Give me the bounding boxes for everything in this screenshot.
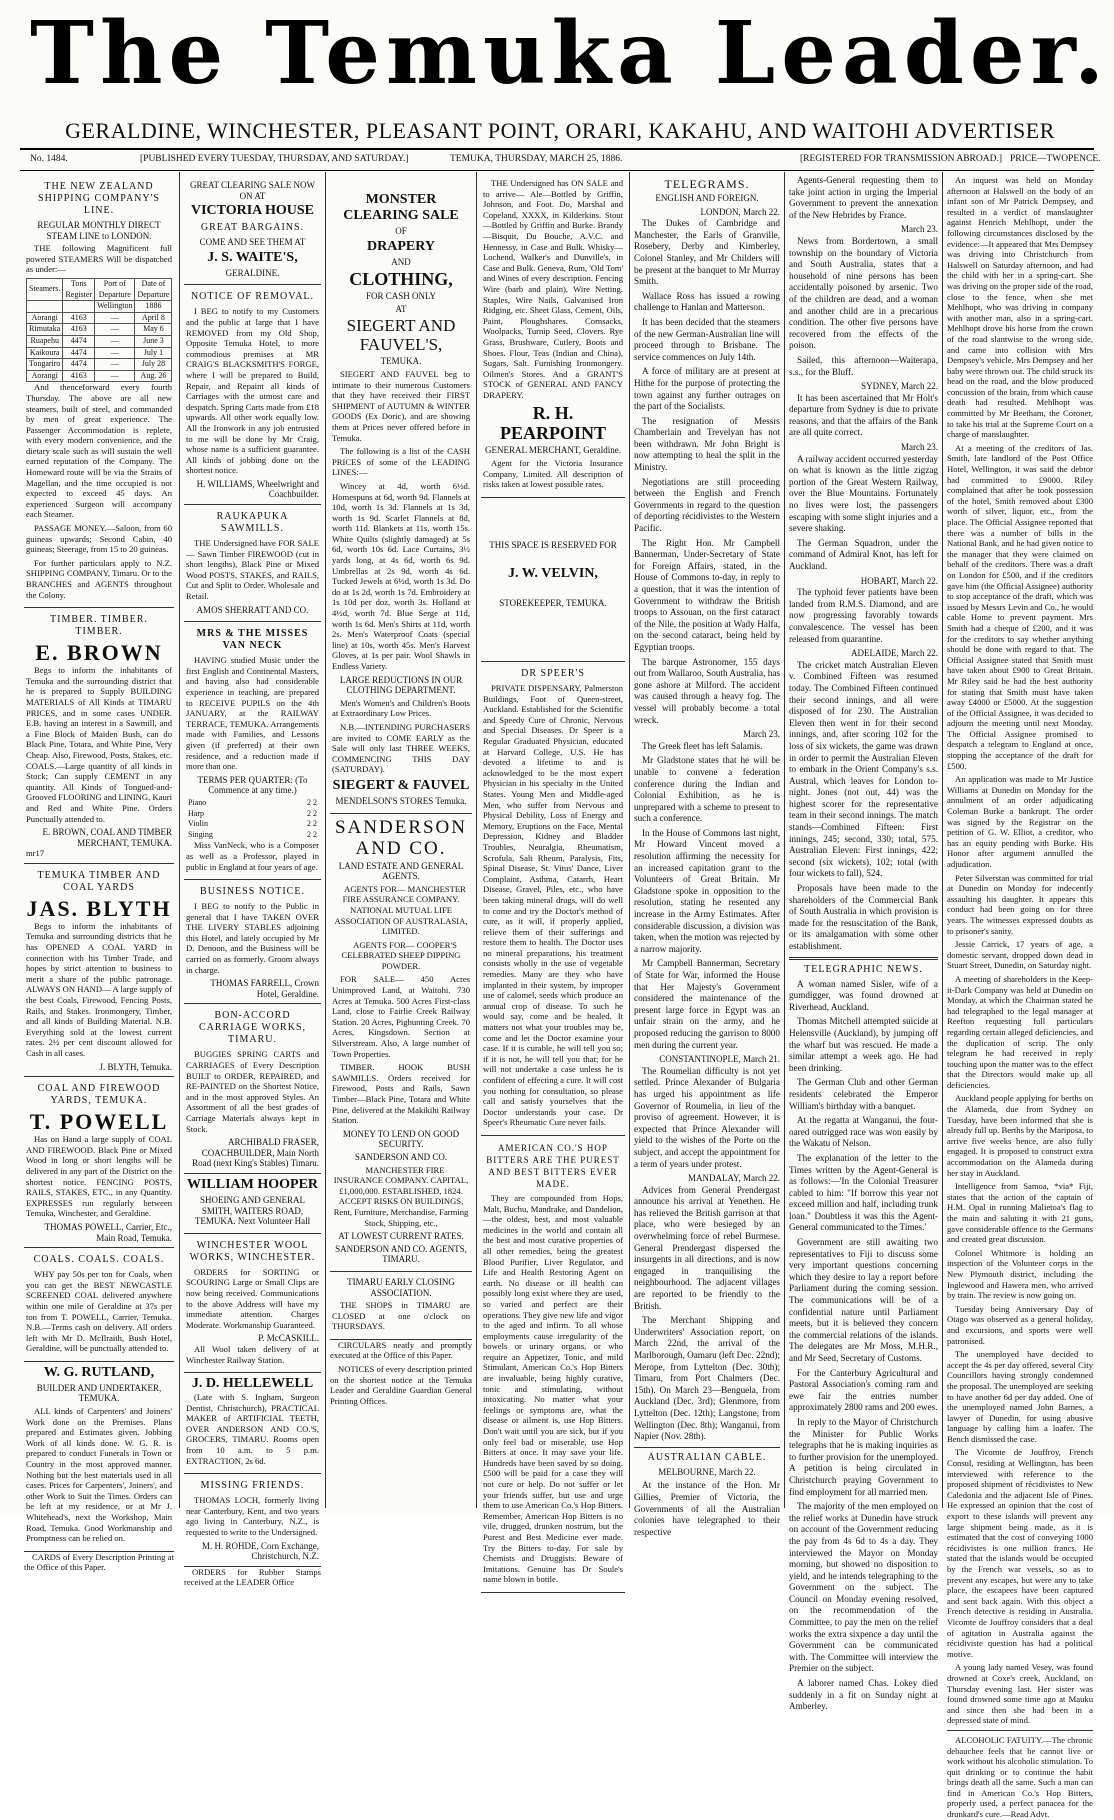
- brown-text: Begs to inform the inhabitants of Temuka and the surrounding district that he is prepared to Supply BUILDING MATERIALS of All Kinds at TIMARU PRICES, and in some cases UNDER. E.B. having an interest in a Sawmill, and a Fine Block of Maiden Bush, can do Black Pine, Totara, and White Pine, Very Cheap. Also, Firewood, Posts, Stakes, etc. COALS.—Large quantity of all kinds in Stock; Can supply CEMENT in any quantity. All Kinds of Tongued-and-Grooved FLOORING and LINING, Kauri and Red and White Pine. Orders Punctually attended to.: [26, 665, 172, 824]
- alcoholic-fatuity: ALCOHOLIC FATUITY.—The chronic debauchee feels that he cannot live or work without his alcoholic stimulation. To quit drinking or to continue the habit brings death all the same. Such a man can find in American Co.'s Hop Bitters, properly used, a perfect panacea for the drunkard's cure.—Read Advt.: [947, 1734, 1093, 1820]
- monster-heading: MONSTER CLEARING SALE: [343, 192, 459, 223]
- sanderson-sub: LAND ESTATE AND GENERAL AGENTS.: [338, 860, 464, 882]
- sale-text: THE Undersigned has ON SALE and to arrive— Ale—Bottled by Griffin, Johnson, and Foot. Do, Marshal and Copeland, XXXX, in Kilderkins. Stout—Bottled by Griffin and Burke. Brandy—Bisquit, Du Bouche, A.V.C. and Hennessy, in Case and Bulk. Whisky—Lochend, Walker's and Dunville's, in Case and Bulk. Geneva, Rum, 'Old Tom' and Wines of every description. Fencing Wire (barb and plain), Wire Netting. Staples, Wire Nails, Galvanised Iron Ridging, etc. Sheet Glass, Cement, Oils, Paint, Ploughshares. Cornsacks, Woolpacks, Turnip Seed, Clovers. Rye Grass, Brushware, Cutlery, Boots and Shoes. Flour, Teas (Indian and China), Sugars, Salt. Furnishing Ironmongery. Oilmen's Stores. And a GRANT'S STOCK of GENERAL AND FANCY DRAPERY.: [483, 178, 623, 400]
- table-header: Date of Departure: [135, 278, 172, 300]
- table-row: Rimutaka 4163 — May 6: [27, 324, 172, 336]
- hellewell-advert: [184, 1373, 321, 1474]
- dateline-place: March 23.: [901, 224, 938, 235]
- timber-notice: TIMBER. HOOK BUSH SAWMILLS. Orders received for Firewood, Posts and Rails, Sawn Timber—Black Pine, Totara and White Pine, delivered at the Makikihi Railway Station.: [332, 1062, 470, 1126]
- dateline-place: MANDALAY, March 22.: [688, 1173, 780, 1184]
- newspaper-subtitle: GERALDINE, WINCHESTER, PLEASANT POINT, ORARI, KAKAHU, AND WAITOHI ADVERTISER: [65, 118, 1055, 143]
- cash-label: FOR CASH ONLY: [365, 291, 437, 302]
- removal-text: I BEG to notify to my Customers and the public at large that I have REMOVED from my Old Shop, Opposite Temuka Hotel, to more commodious premises at MR CRAIG'S BLACKSMITH'S FORGE, where I will be prepared to Build, Repair, and Repaint all kinds of Carriages with the utmost care and despatch. Spring Carts made from £18 upwards. All other work equally low. All the Ironwork in any job entrusted to me will be done by Mr Craig, whose name is a sufficient guarantee. All kinds of jobbing done on the shortest notice.: [186, 306, 319, 476]
- powell-advert: [24, 1077, 174, 1248]
- lowest-rates: AT LOWEST CURRENT RATES.: [338, 1231, 464, 1242]
- telegram-item: Negotiations are still proceeding between the English and French Governments in regard to the question of deporting récidivistes to the Western Pacific.: [634, 476, 780, 534]
- dateline-place: CONSTANTINOPLE, March 21.: [659, 1054, 780, 1065]
- siegert-name: SIEGERT AND FAUVEL'S,: [346, 316, 456, 355]
- telegram-item: In the House of Commons last night, Mr Howard Vincent moved a resolution affirming the necessity for an increased capitation grant to the Volunteers of Great Britain. Mr Gladstone spoke in opposition to the resolution, stating he resented any increase in the Army Estimates. After considerable discussion, a division was taken, when the motion was rejected by a narrow majority.: [634, 827, 780, 954]
- rutland-sub: BUILDER AND UNDERTAKER, TEMUKA.: [36, 1382, 162, 1404]
- brown-code: mr17: [26, 848, 45, 859]
- dateline-place: SYDNEY, March 22.: [861, 381, 938, 392]
- agents-timaru: SANDERSON AND CO. AGENTS, TIMARU.: [335, 1243, 467, 1265]
- news-item: In reply to the Mayor of Christchurch the Minister for Public Works telegraphs that he is making inquiries as to further provision for the unemployed. A petition is being circulated in Christchurch praying Government to find employment for all married men.: [789, 1416, 938, 1497]
- sanderson-signature: SANDERSON AND CO.: [354, 1151, 448, 1162]
- telegram-item: Agents-General requesting them to take joint action in urging the Imperial Government to prevent the annexation of the New Hebrides by France.: [789, 175, 938, 220]
- price-list-intro: The following is a list of the CASH PRICES of some of the LEADING LINES:—: [332, 446, 470, 478]
- powell-name: T. POWELL: [29, 1109, 169, 1135]
- coals-advert: [24, 1248, 174, 1362]
- table-header: Tons Register: [63, 278, 95, 300]
- news-item: An inquest was held on Monday afternoon at Halswell on the body of an infant son of Mr Patrick Dempsey, and resulted in a verdict of manslaughter against Henrich Mehlhopt, under the following circumstances disclosed by the evidence:—It appeared that Mrs Dempsey was driving into Christchurch from Halswell on Saturday afternoon, and had the child with her in a spring-cart. She was driving on the proper side of the road, close to the fence, when she met Mehlhopt, who was driving in company with another man, also in a spring-cart. Mehlhopt drove his horse from the crown of the road slantwise to the wrong side, and came into collision with Mrs Dempsey's vehicle. Mrs Dempsey and her baby were thrown out. The child struck its head on the road, and the blow produced concussion of the brain, from which cause death had resulted. Mehlhopt was committed by Mr Beetham, the Coroner, to take his trial at the Supreme Court on a charge of manslaughter.: [947, 175, 1093, 440]
- telegram-item: A force of military are at present at Hithe for the purpose of protecting the town against any further outrages on the part of the Socialists.: [634, 366, 780, 412]
- telegram-item: The German Squadron, under the command of Admiral Knot, has left for Auckland.: [789, 537, 938, 571]
- telegram-item: The Dukes of Cambridge and Manchester, the Earls of Granville, Rosebery, Derby and Kimberley, Colonel Stanley, and Mr Childers will be present at the banquet to Mr Murray Smith.: [634, 218, 780, 287]
- money-notice: MONEY TO LEND ON GOOD SECURITY.: [342, 1128, 460, 1150]
- telegram-list: [634, 207, 780, 1443]
- column-rule: [476, 172, 477, 1508]
- price: PRICE—TWOPENCE.: [1010, 154, 1101, 164]
- victoria-house-advert: [184, 175, 321, 285]
- price-list: Wincey at 4d, worth 6½d. Homespuns at 6d, worth 9d. Flannels at 10d, worth 1s 3d. Flannels at 1s 3d, worth 1s 9d. Scarlet Flannels at 8d, worth 11d. Blankets at 11s, worth 15s. White Quilts (slightly damaged) at 5s 6d, worth 10s 6d. Lace Curtains, 3½ yards long, at 4s 6d, worth 6s 9d. Umbrellas at 2s 9d, worth 4s 6d. Tucked Jewels at 6½d, worth 1s 3d. Do do at 1s 2d, worth 1s 7d. Embroidery at 1s 10d per doz, worth 3s. Holland at 4½d, worth 7d. Blue Serge at 11d, worth 1s 6d. Men's Shirts at 11d, worth 2s. Men's Waterproof Coats (special line) at 10s, worth 45s. Men's Harvest Gloves, at 1s per pair. Wool Shawls in Endless Variety.: [332, 480, 470, 671]
- business-text: I BEG to notify to the Public in general that I have TAKEN OVER THE LIVERY STABLES adjoining this Hotel, and lately occupied by Mr D. Denoon, and the Business will be carried on as formerly. Groom always in charge.: [186, 901, 319, 975]
- sanderson-name: SANDERSON AND CO.: [334, 816, 468, 859]
- table-year: 1886: [135, 301, 172, 313]
- hellewell-text: (Late with S. Ingham, Surgeon Dentist, Christchurch), PRACTICAL MAKER of ARTIFICIAL TEETH, OVER ANDERSON AND CO.'S, GROCERS, TIMARU. Rooms open from 10 a.m. to 5 p.m. EXTRACTION, 2s 6d.: [186, 1392, 319, 1466]
- coals-heading: COALS. COALS. COALS.: [33, 1254, 165, 1266]
- column-rule: [179, 172, 180, 1508]
- boncord-text: BUGGIES SPRING CARTS and CARRIAGES of Every Description BUILT to ORDER, REPAIRED, and RE-PAINTED on the Shortest Notice, and in the most approved Styles. An Assortment of all the best grades of Carriage Materials always kept in Stock.: [186, 1049, 319, 1134]
- dateline-place: March 23.: [743, 729, 780, 740]
- speer-text: PRIVATE DISPENSARY, Palmerston Buildings, Foot of Queen-street, Auckland. Established for the Scientific and Speedy Cure of Chronic, Nervous and Special Diseases. Dr Speer is a Regular Graduated Physician, educated at Harvard College, U.S. He has devoted a lifetime to and is acknowledged to be the most expert Physician in his specialty in the United States. Young Men and Middle-aged Men, who suffer from Nervous and Physical Debility, Loss of Energy and Memory, Eruptions on the Face, Mental Depression, Kidney and Bladder Troubles, Neuralgia, Rheumatism, Scrofula, Salt Rheum, Paralysis, Fits, Spinal Disease, St. Vitus' Dance, Liver Complaint, Asthma, Catarrh, Heart Disease, Gravel, Piles, etc., who have been taking mineral drugs, will do well to come and try the Doctor's method of cure, as it will, if properly applied, relieve them of their sufferings and restore them to health. The Doctor uses no mineral preparations, his treatment consists wholly in the use of vegetable remedies. Many are they who have implanted in their system, by improper use of calomel, seeds which produce an annual crop of disease. To such he would say, come and be healed. It matters not what your troubles may be, come and let the Doctor examine your case. If it is curable, he will tell you so; if it is not, he will tell you that; for he will not undertake a case unless he is confident of effecting a cure. It will cost you nothing for consultation, so please call and satisfy yourselves that the Doctor understands your case. Dr Speer's Rheumatic Cure never fails.: [483, 683, 623, 1128]
- early-text: THE SHOPS in TIMARU are CLOSED at one o'clock on THURSDAYS.: [332, 1300, 470, 1332]
- blyth-top: TEMUKA TIMBER AND COAL YARDS: [37, 869, 161, 893]
- sawmill-text: THE Undersigned have FOR SALE— Sawn Timber FIREWOOD (cut in short lengths), Black Pine or Mixed Wood POSTS, STAKES, and RAILS, Cut and Split to Order. Wholesale and Retail.: [186, 538, 319, 602]
- boots: Men's Women's and Children's Boots at Extraordinary Low Prices.: [332, 697, 470, 719]
- dateline-bar: [20, 148, 1101, 171]
- clothing-label: CLOTHING,: [349, 269, 453, 290]
- port-name: Wellington: [95, 301, 135, 313]
- telegram-item: The Roumelian difficulty is not yet settled. Prince Alexander of Bulgaria has urged his appointment as life Governor of Roumelia, in lieu of the proviso of agreement. However, it is expected that Prince Alexander will yield to the wishes of the Porte on the subject, and accept the appointment for a term of years under protest.: [634, 1065, 780, 1169]
- dateline-place: ADELAIDE, March 22.: [851, 648, 938, 659]
- column-2: [184, 175, 321, 1588]
- table-row: Harp 2 2: [188, 808, 317, 818]
- telegram-item: The Right Hon. Mr Campbell Bannerman, Under-Secretary of State for Foreign Affairs, stated, in the House of Commons to-day, in reply to a question, that it was the intention of Government to withdraw the British troops to Assouan, on the first cataract of the Nile, the position at Wady Halfa, on the second cataract, being held by Egyptian troops.: [634, 537, 780, 652]
- telegram-item: The Merchant Shipping and Underwriters' Association report, on March 22nd, the arrival of the Marlborough, Oamaru (left Dec. 22nd); Merope, from Lyttelton (Dec. 30th); Timaru, from Port Chalmers (Dec. 15th). On March 23—Benguela, from Auckland (Dec. 3rd); Glenmore, from Lyttelton (Dec. 12th); Langstone, from Wellington (Dec. 8th); Wanganui, from Napier (Nov. 28th).: [634, 1315, 780, 1442]
- wool-heading: WINCHESTER WOOL WORKS, WINCHESTER.: [189, 1239, 316, 1263]
- hooper-name: WILLIAM HOOPER: [186, 1176, 319, 1192]
- powell-top: COAL AND FIREWOOD YARDS, TEMUKA.: [37, 1083, 161, 1107]
- vh-top: GREAT CLEARING SALE NOW ON AT: [189, 180, 316, 201]
- rutland-text: ALL kinds of Carpenters' and Joiners' Work done on the Premises. Plans prepared and Estimates given. Jobbing Work of all kinds done. W. G. R. is prepared to conduct Funerals in Town or Country in the most approved manner. Nothing but the best materials used in all cases. Prices for Carpenters', Joiners', and other Work to Suit the Times. Orders can be left at my residence, or at Mr J. Whitehead's, next the Workshop, Main Road, Temuka. Good Workmanship and Promptness can be relied on.: [26, 1406, 172, 1544]
- of-label: OF: [395, 226, 407, 236]
- speer-heading: DR SPEER'S: [521, 668, 585, 680]
- column-rule: [784, 172, 785, 1508]
- news-item: A meeting of shareholders in the Keep-it-Dark Company was held at Dunedin on Monday, at which the Chairman stated he had telegraphed to the legal manager at Reefton requesting full particulars regarding certain alleged deficiencies, and the duplication of scrip. The only telegram he had received in reply touching upon the matter was to the effect that the Directors would make up all deficiencies.: [947, 973, 1093, 1090]
- business-advert: [184, 880, 321, 1004]
- news-item: At the regatta at Wanganui, the four-oared outrigged race was won easily by the Wakatu of Nelson.: [789, 1115, 938, 1149]
- agents-for: AGENTS FOR— MANCHESTER FIRE ASSURANCE COMPANY. NATIONAL MUTUAL LIFE ASSOCIATION OF AUSTRALASIA, LIMITED.: [334, 883, 468, 937]
- pearpoint-name: R. H. PEARPOINT: [499, 403, 606, 444]
- pearpoint-text: Agent for the Victoria Insurance Company, Limited. All description of risks taken at lowest possible rates.: [483, 458, 623, 490]
- rutland-name: W. G. RUTLAND,: [43, 1364, 155, 1380]
- telegram-list-continued: [789, 175, 938, 953]
- business-heading: BUSINESS NOTICE.: [200, 886, 305, 898]
- news-item: Peter Silverstan was committed for trial at Dunedin on Monday for indecently assaulting his daughter. It appears this conduct had been going on for three years. The witnesses expressed doubts as to prisoner's sanity.: [947, 872, 1093, 936]
- for-sale: FOR SALE— 450 Acres Unimproved Land, at Waitohi. 730 Acres at Temuka. 500 Acres First-class Land, close to Fairlie Creek Railway Station. 20 Acres, Pighunting Creek. 70 Acres, Kingsdown. Section at Silverstream. Also, A large number of Town Properties.: [332, 974, 470, 1059]
- telegram-item: Mr Gladstone states that he will be unable to convene a federation conference during the Indian and Colonial Exhibition, as he is unprepared with a scheme to present to such a conference.: [634, 755, 780, 824]
- velvin-sub: STOREKEEPER, TEMUKA.: [499, 598, 607, 609]
- publication-schedule: [PUBLISHED EVERY TUESDAY, THURSDAY, AND SATURDAY.]: [140, 154, 409, 164]
- blyth-text: Begs to inform the inhabitants of Temuka and surrounding districts that he has OPENED A COAL YARD in connection with his Timber Trade, and hopes by strict attention to business to merit a share of the public patronage. ALWAYS ON HAND— A large supply of the best Coals, Firewood, Fencing Posts, Rails, and Stakes. Ironmongery, Timber, and all kinds of Building Material. N.B. Everything sold at the lowest current rates. 2½ per cent discount allowed for Cash in all cases.: [26, 920, 172, 1058]
- column-7: [947, 175, 1093, 1820]
- telegram-item: Proposals have been made to the shareholders of the Commercial Bank of South Australia in which provision is made for the resuscitation of the Bank, or its amalgamation with some other establishment.: [789, 883, 938, 951]
- rutland-advert: [24, 1362, 174, 1552]
- news-item: Colonel Whitmore is holding an inspection of the Volunteer corps in the New Plymouth district, including the Inglewood and Hawera men, who arrived by train. The review is now going on.: [947, 1247, 1093, 1301]
- space-reserved: THIS SPACE IS RESERVED FOR: [489, 539, 617, 550]
- cable-text: At the instance of the Hon. Mr Gillies, Premier of Victoria, the Governments of all the Australian colonies have telegraphed to their respective: [634, 1480, 780, 1537]
- hellewell-name: J. D. HELLEWELL: [191, 1376, 314, 1392]
- early-heading: TIMARU EARLY CLOSING ASSOCIATION.: [347, 1276, 455, 1298]
- missing-signature: M. H. ROHDE, Corn Exchange, Christchurch, N.Z.: [202, 1540, 319, 1562]
- telegram-item: The Greek fleet has left Salamis.: [642, 740, 763, 751]
- shipping-further: For further particulars apply to N.Z. SHIPPING COMPANY, Timaru. Or to the BRANCHES and AGENTS throughout the Colony.: [26, 557, 172, 600]
- telegraphic-news-heading: TELEGRAPHIC NEWS.: [804, 963, 923, 975]
- monster-sale-advert: [330, 175, 472, 814]
- reductions: LARGE REDUCTIONS IN OUR CLOTHING DEPARTMENT.: [339, 674, 463, 696]
- shipping-advert: [24, 175, 174, 608]
- newspaper-title: The Temuka Leader.: [30, 3, 1110, 104]
- shipping-heading: THE NEW ZEALAND SHIPPING COMPANY'S LINE.: [38, 181, 160, 216]
- table-header: Port of Departure: [95, 278, 135, 300]
- telegrams-heading: TELEGRAMS.: [664, 177, 750, 191]
- siegert-text: SIEGERT AND FAUVEL beg to intimate to their numerous Customers that they have received their FIRST SHIPMENT of AUTUMN & WINTER GOODS (Ex Doric), and are showing them at Prices never offered before in Temuka.: [332, 368, 470, 443]
- news-item: Intelligence from Samoa, *via* Fiji, states that the action of the captain of H.M. Opal in running Malietoa's flag to the main and saluting it with 21 guns, gave considerable offence to the Germans and created great discussion.: [947, 1181, 1093, 1245]
- powell-signature: THOMAS POWELL, Carrier, Etc., Main Road, Temuka.: [44, 1221, 172, 1243]
- registration-note: [REGISTERED FOR TRANSMISSION ABROAD.]: [800, 154, 1002, 164]
- telegrams-subheading: ENGLISH AND FOREIGN.: [655, 193, 759, 203]
- table-row: Piano 2 2: [188, 797, 317, 807]
- sawmill-heading: RAUKAPUKA SAWMILLS.: [216, 511, 289, 535]
- brown-name: E. BROWN: [35, 640, 163, 666]
- vanneck-text: HAVING studied Music under the first English and Continental Masters, and having also had considerable experience in teaching, are prepared to RECEIVE PUPILS on the 4th JANUARY, at the RAILWAY TERRACE, TEMUKA. Arrangements made with Families, and Lessons given (if preferred) at their own residence, and a reduction made if more than one.: [186, 655, 319, 772]
- telegram-item: It has been ascertained that Mr Holt's departure from Sydney is due to private reasons, and that the affairs of the Bank are all quite correct.: [789, 392, 938, 438]
- removal-advert: [184, 285, 321, 505]
- table-row: Aorangi 4163 — Aug. 26: [27, 370, 172, 382]
- wool-text: ORDERS for SORTING or SCOURING Large or Small Clips are now being received. Communications to the above Address will have my immediate attention. Charges Moderate. Workmanship Guaranteed.: [186, 1266, 319, 1330]
- hooper-sub: SHOEING AND GENERAL SMITH, WAITERS ROAD, TEMUKA. Next Volunteer Hall: [194, 1194, 311, 1227]
- manchester-notice: MANCHESTER FIRE INSURANCE COMPANY. CAPITAL, £1,000,000. ESTABLISHED, 1824. ACCEPT RISKS ON BUILDINGS, Rent, Furniture, Merchandise, Farming Stock, Shipping, etc.,: [333, 1164, 469, 1228]
- cable-place: MELBOURNE, March 22.: [658, 1466, 756, 1477]
- news-item: At a meeting of the creditors of Jas. Smith, late landlord of the Post Office Hotel, Wellington, it was said the debtor had committed to £9000. Riley complained that after he took possession of the hotel, Smith removed about £300 worth of silver, liquor, etc., from the place. The Official Assignee reported that there was a number of bills in the National Bank, and he had given notice to the manager that they were claimed on behalf of the creditors. There was a draft on London for £500, and if the creditors gave him (the Official Assignee) authority to stop acceptance of the draft, which was issued by Messrs Levin and Co., he would cable Home to prevent payment. Mrs Smith had a cheque of £200, and it was for the creditors to say whether anything should be done with regard to that. The Official Assignee stated that Smith must have taken about £900 to Great Britain. Mr Riley said he had the best authority for stating that Smith must have taken away £4000 or £5000. At the suggestion of the Official Assignee, it was decided to adjourn the meeting until next Monday. The Official Assignee promised to despatch a telegram to England at once, stopping the acceptance of the draft for £500.: [947, 442, 1093, 771]
- drapery-label: DRAPERY: [367, 238, 435, 254]
- shipping-subheading: REGULAR MONTHLY DIRECT STEAM LINE to LONDON.: [37, 220, 161, 241]
- column-rule: [629, 172, 630, 1508]
- missing-text: THOMAS LOCH, formerly living near Canterbury, Kent, and two years ago living in Canterbury, N.Z., is requested to write to the Undersigned.: [186, 1495, 319, 1538]
- telegram-item: A railway accident occurred yesterday on what is known as the little zigzag portion of the Great Western Railway, over the Blue Mountains. Fortunately no lives were lost, the passengers escaping with some slight injuries and a severe shaking.: [789, 453, 938, 534]
- powell-text: Has on Hand a large supply of COAL AND FIREWOOD. Black Pine or Mixed Wood in long or short lengths will be delivered in any part of the District on the shortest notice. FENCING POSTS, RAILS, STAKES, ETC., in any Quantity. EXPRESSES run regularly between Temuka, Winchester, and Geraldine.: [26, 1134, 172, 1219]
- vanneck-note: Miss VanNeck, who is a Composer as well as a Professor, played in public in England at four years of age.: [186, 840, 319, 872]
- column-rule: [942, 172, 943, 1508]
- velvin-advert: [481, 498, 625, 662]
- table-header: Steamers.: [27, 278, 63, 300]
- news-item: A woman named Sisler, wife of a gumdigger, was found drowned at Riverhead, Auckland.: [789, 978, 938, 1012]
- shipping-fares: PASSAGE MONEY.—Saloon, from 60 guineas upwards; Second Cabin, 40 guineas; Steerage, from 15 to 20 guineas.: [26, 523, 172, 555]
- news-item: An application was made to Mr Justice Williams at Dunedin on Monday for the annulment of an order adjudicating Coleman Burke a bankrupt. The order was signed by the Registrar on the petition of G. W. Elliot, a creditor, who has an equity pending with Burke. His Honor after argument annulled the adjudication.: [947, 774, 1093, 869]
- rubber-stamps-notice: ORDERS for Rubber Stamps received at the LEADER Office: [184, 1566, 321, 1588]
- vanneck-advert: [184, 622, 321, 880]
- wool-note: All Wool taken delivery of at Winchester Railway Station.: [186, 1343, 319, 1365]
- agents-for-2: AGENTS FOR— COOPER'S CELEBRATED SHEEP DIPPING POWDER.: [341, 939, 461, 971]
- and-label: AND: [391, 256, 411, 267]
- removal-heading: NOTICE OF REMOVAL.: [190, 291, 315, 303]
- telegram-item: The cricket match Australian Eleven v. Combined Fifteen was resumed today. The Combined Fifteen continued their second innings, and all were disposed of for 230. The Australian Eleven then went in for their second innings, and, after scoring 102 for the loss of six wickets, the game was drawn in order to permit the Australian Eleven to embark in the Orient Company's s.s. Austral, which leaves for London to-night. Jones (not out, 44) was the highest scorer for the representative team in their second innings. The match stands—Combined Fifteen: First innings, 245; second, 330; total, 575. Australian Eleven: First innings, 422; second (six wickets), 102; total (with four wickets to fall), 524.: [789, 659, 938, 879]
- hop-text: They are compounded from Hops, Malt, Buchu, Mandrake, and Dandelion,—the oldest, best, and most valuable medicines in the world and contain all the best and most curative properties of all other remedies, being the greatest Blood Purifier, Liver Regulator, and Life and Health Restoring Agent on earth. No disease or ill health can possibly long exist where they are used, so varied and perfect are their operations. They give new life and vigor to the aged and infirm. To all whose employments cause irregularity of the bowels or urinary organs, or who require an Appetizer, Tonic, and mild Stimulant, American Co.'s Hop Bitters are invaluable, being highly curative, tonic and stimulating, without intoxicating. No matter what your feelings or symptoms are, what the disease or ailment is, use Hop Bitters. Don't wait until you are sick, but if you only feel bad or miserable, use Hop Bitters at once. It may save your life. Hundreds have been saved by so doing. £500 will be paid for a case they will not cure or help. Do not suffer or let your friends suffer, but use and urge them to use American Co.'s Hop Bitters. Remember, American Hop Bitters is no vile, drugged, drunken nostrum, but the Purest and Best Medicine ever made. Try the Bitters to-day. For sale by Chemists and Druggists. Beware of Imitations. Genuine has Dr Soule's name blown in bottle.: [483, 1192, 623, 1585]
- velvin-name: J. W. VELVIN,: [508, 566, 598, 582]
- hop-heading: AMERICAN CO.'S HOP BITTERS ARE THE PUREST AND BEST BITTERS EVER MADE.: [486, 1142, 620, 1189]
- early-closing-advert: [330, 1272, 472, 1340]
- merchant-advert: [481, 175, 625, 498]
- telegraphic-news-list: [789, 979, 938, 1713]
- column-6: [789, 175, 938, 1712]
- hop-bitters-advert: [481, 1136, 625, 1593]
- column-1: [24, 175, 174, 1573]
- vh-come: COME AND SEE THEM AT: [199, 237, 306, 248]
- column-5: [634, 175, 780, 1537]
- news-item: Tuesday being Anniversary Day of Otago was observed as a general holiday, and excursions, and sports were well patronised.: [947, 1303, 1093, 1346]
- news-item: A laborer named Chas. Lokey died suddenly in a fit on Sunday night at Amberley.: [789, 1678, 938, 1712]
- shipping-body: And thenceforward every fourth Thursday. The above are all new steamers, built of steel, and commanded by men of great experience. The Passenger Accommodation is replete, with every modern convenience, and the dietary scale such as will sustain the well earned reputation of the Company. The Homeward route will be via the Straits of Magellan, and the time occupied is not expected to exceed 45 days. An experienced Surgeon will accompany each Steamer.: [26, 382, 172, 520]
- dateline-place: LONDON, March 22.: [700, 206, 780, 217]
- sanderson-advert: [330, 814, 472, 1272]
- notices-notice: NOTICES of every description printed on the shortest notice at the Temuka Leader and Geraldine Guardian General Printing Offices.: [330, 1364, 472, 1406]
- nb-notice: N.B.—INTENDING PURCHASERS are invited to COME EARLY as the Sale will only last THREE WEEKS, COMMENCING THIS DAY (SATURDAY).: [332, 721, 470, 775]
- shipping-intro: THE following Magnificent full powered STEAMERS Will be dispatched as under:—: [26, 243, 172, 275]
- table-row: Tongariro 4474 — July 28: [27, 359, 172, 371]
- dateline-place: HOBART, March 22.: [860, 575, 938, 586]
- table-row: Ruapehu 4474 — June 3: [27, 335, 172, 347]
- news-item: The majority of the men employed on the relief works at Dunedin have struck on account of the Government reducing the pay from 4s 6d to 4s a day. They interviewed the Mayor on Monday morning, but showed no disposition to yield, and he intends telegraphing to the Government on the subject. The Council on Monday evening resolved, on the recommendation of the Committee, to pay the men on the relief works the extra sixpence a day until the Government can be communicated with. The Committee will interview the Premier on the subject.: [789, 1501, 938, 1674]
- brown-advert: [24, 608, 174, 864]
- vh-name: VICTORIA HOUSE: [190, 203, 315, 219]
- telegram-item: The typhoid fever patients have been landed from R.M.S. Diamond, and are now progressing favorably towards convalescence. The vessel has been released from quarantine.: [789, 587, 938, 644]
- table-row: Violin 2 2: [188, 819, 317, 829]
- news-item: For the Canterbury Agricultural and Pastoral Association's coming ram and ewe fair the entries number approximately 2800 rams and 200 ewes.: [789, 1367, 938, 1413]
- telegram-item: Wallace Ross has issued a rowing challenge to Hanlan and Matterson.: [634, 290, 780, 313]
- vanneck-heading: MRS & THE MISSES VAN NECK: [196, 628, 309, 652]
- waites-town: GERALDINE.: [225, 267, 280, 278]
- timber-heading: TIMBER. TIMBER. TIMBER.: [50, 614, 148, 638]
- steamer-table: [26, 278, 172, 382]
- sf-name: SIEGERT & FAUVEL: [332, 777, 470, 793]
- news-item: A young lady named Vesey, was found drowned at Coxe's creek, Auckland, on Thursday evening last. Her sister was found drowned some time ago at Mauku and since then she had been in a depressed state of mind.: [947, 1662, 1093, 1726]
- siegert-town: TEMUKA.: [380, 356, 422, 367]
- missing-heading: MISSING FRIENDS.: [200, 1480, 305, 1492]
- column-rule: [325, 172, 326, 1508]
- telegram-item: Mr Campbell Bannerman, Secretary of State for War, informed the House that Her Majesty's Government considered the maintenance of the present large force in Egypt was an unfair strain on the army, and he proposed reducing the garrison to 8000 men during the current year.: [634, 958, 780, 1050]
- telegram-item: The barque Astronomer, 155 days out from Wallaroo, South Australia, has gone ashore at Milford. The accident was caused through a heavy fog. The vessel will probably become a total wreck.: [634, 656, 780, 725]
- issue-number: No. 1484.: [30, 154, 68, 164]
- pearpoint-sub: GENERAL MERCHANT, Geraldine.: [485, 445, 621, 456]
- wool-signature: P. McCASKILL.: [258, 1333, 319, 1344]
- wool-advert: [184, 1234, 321, 1373]
- dateline-place: March 23.: [901, 442, 938, 453]
- news-item: The Vicomte de Jouffroy, French Consul, residing at Wellington, has been interviewed with reference to the proposed shipment of récidivistes to New Caledonia and the adjacent Isle of Pines. He expressed an opinion that the cost of export to these islands will prevent any large shipment being made, as it is estimated that the cost of conveying 1000 récidivistes is one million francs. He stated that the islands would be occupied by the French war vessels, so as to prevent any escapes, but were any to take place, the escapees have been captured and sent back again. With this object a French detective is residing in Australia. Vicomte de Jouffroy considers that a deal of agitation in Australia against the récidiviste question has had a political motive.: [947, 1447, 1093, 1659]
- news-item: Government are still awaiting two representatives to Fiji to discuss some very important questions concerning which they desire to lay a report before Parliament during the coming session. The communications will be of a confidential nature until Parliament meets, but it is believed they concern the commercial relations of the islands. The delegates are Mr Moss, M.H.R., and Mr Seed, Secretary of Customs.: [789, 1237, 938, 1363]
- cards-notice: CARDS of Every Description Printing at the Office of this Paper.: [24, 1551, 174, 1573]
- blyth-advert: [24, 864, 174, 1077]
- vh-sub: GREAT BARGAINS.: [200, 222, 305, 234]
- table-row: Kaikoura 4474 — July 1: [27, 347, 172, 359]
- coals-text: WHY pay 50s per ton for Coals, when you can get the BEST NEWCASTLE SCREENED COAL delivered anywhere within one mile of Geraldine at 37s per ton from T. POWELL, Carrier, Temuka. N.B.—Terms cash on delivery. All orders left with Mr D. McIlraith, Bush Hotel, Geraldine, will be punctually attended to.: [26, 1269, 172, 1354]
- news-item: Auckland people applying for berths on the Alameda, due from Sydney on Tuesday, have been informed that she is already full up. Berths by the Mariposa, to arrive five weeks hence, are also fully engaged. It is proposed to construct extra accommodation on the Alameda during her stay in Auckland.: [947, 1093, 1093, 1178]
- boncord-heading: BON-ACCORD CARRIAGE WORKS, TIMARU.: [198, 1010, 307, 1046]
- boncord-advert: [184, 1004, 321, 1174]
- blyth-signature: J. BLYTH, Temuka.: [99, 1061, 172, 1072]
- cable-heading: AUSTRALIAN CABLE.: [647, 1451, 767, 1463]
- news-list: [947, 175, 1093, 1726]
- boncord-signature: ARCHIBALD FRASER, COACHBUILDER, Main North Road (next King's Stables) Timaru.: [192, 1137, 319, 1169]
- masthead: [30, 3, 1110, 106]
- terms-heading: TERMS PER QUARTER: (To Commence at any time.): [197, 774, 308, 796]
- column-3: [330, 175, 472, 1505]
- brown-signature: E. BROWN, COAL AND TIMBER MERCHANT, TEMUKA.: [42, 827, 172, 848]
- hooper-advert: [184, 1174, 321, 1234]
- blyth-name: JAS. BLYTH: [26, 895, 172, 921]
- news-item: Jessie Carrick, 17 years of age, a domestic servant, dropped down dead in Stuart Street, Dunedin, on Saturday night.: [947, 939, 1093, 971]
- table-row: Singing 2 2: [188, 829, 317, 839]
- telegram-item: It has been decided that the steamers of the new German-Australian line will proceed through to Brisbane. The service commences on July 14th.: [634, 316, 780, 362]
- waites-name: J. S. WAITE'S,: [207, 249, 298, 265]
- news-item: The explanation of the letter to the Times written by the Agent-General is as follows:—'In the Colonial Treasurer cabled to him: "If borrow this year not exceed million and half, including trunk loan." Doubtless it was this the Agent-General communicated to the Times.': [789, 1152, 938, 1233]
- news-item: The unemployed have decided to accept the 4s per day offered, several City Councillors having strongly condemned the proposal. The unemployed are seeking to have another 6d per day added. One of the unemployed named John Barnes, a lawyer of Dunedin, for using abusive language by calling him a loafer. The Bench dismissed the case.: [947, 1349, 1093, 1444]
- circulars-notice: CIRCULARS neatly and promptly executed at the Office of this Paper.: [330, 1339, 472, 1361]
- telegram-item: Advices from General Prendergast announce his arrival at Yenethen. He has relieved the British garrison at that place, who were besieged by an overwhelming force of rebel Burmese. General Prendergast dispersed the insurgents in all directions, and is now engaged in tranquilising the neighbourhood. The adjacent villages are reported to be friendly to the British.: [634, 1184, 780, 1311]
- terms-table: [186, 798, 319, 840]
- telegram-item: News from Bordertown, a small township on the boundary of Victoria and South Australia, states that a household of nine persons has been accidentally poisoned by arsenic. Two of the children are dead, and a woman and another child are in a precarious condition. The other five persons have recovered from the effects of the poison.: [789, 235, 938, 351]
- missing-advert: [184, 1474, 321, 1567]
- news-item: The German Club and other German residents celebrated the Emperor William's birthday with a banquet.: [789, 1077, 938, 1111]
- news-item: Thomas Mitchell attempted suicide at Helensville (Auckland), by jumping off the wharf but was rescued. He made a similar attempt a week ago. He had been drinking.: [789, 1016, 938, 1073]
- sf-sub: MENDELSON'S STORES Temuka.: [335, 795, 467, 806]
- column-4: [481, 175, 625, 1585]
- sawmill-advert: [184, 505, 321, 622]
- issue-date: TEMUKA, THURSDAY, MARCH 25, 1886.: [450, 154, 623, 164]
- telegram-item: The resignation of Messrs Chamberlain and Trevelyan has not been withdrawn. Mr John Bright is now attempting to heal the split in the Ministry.: [634, 415, 780, 473]
- at-label: AT: [395, 303, 407, 314]
- removal-signature: H. WILLIAMS, Wheelwright and Coachbuilder.: [196, 478, 319, 500]
- telegram-item: Sailed, this afternoon—Waiterapa, s.s., for the Bluff.: [789, 354, 938, 377]
- table-row: Aorangi 4163 — April 8: [27, 312, 172, 324]
- speer-advert: [481, 662, 625, 1136]
- sawmill-signature: AMOS SHERRATT AND CO.: [196, 604, 309, 615]
- business-signature: THOMAS FARRELL, Crown Hotel, Geraldine.: [210, 978, 319, 999]
